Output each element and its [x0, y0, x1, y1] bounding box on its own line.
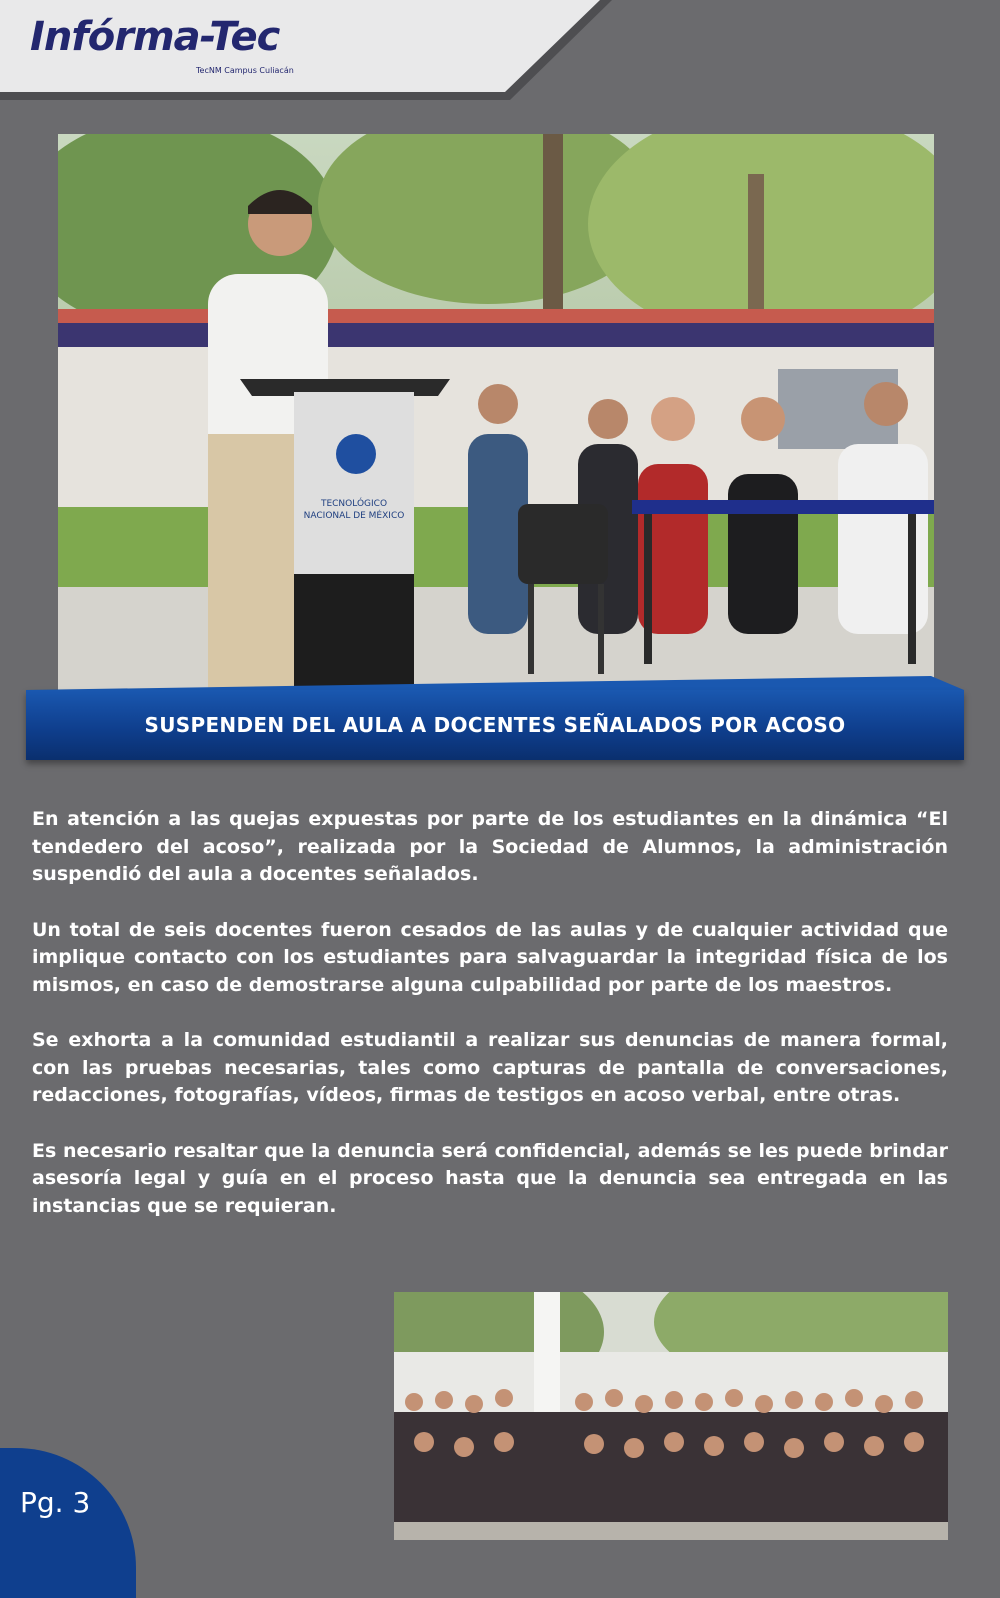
- article-paragraph-4: Es necesario resaltar que la denuncia será confidencial, además se les puede brindar asesoría legal y guía en el proceso hasta que la denuncia sea entregada en las instancias que se requieran.: [32, 1139, 948, 1217]
- article-paragraph-3: Se exhorta a la comunidad estudiantil a realizar sus denuncias de manera formal, con las pruebas necesarias, tales como capturas de pantalla de conversaciones, redacciones, fotografías, vídeos, firmas de testigos en acoso verbal, entre otras.: [32, 1029, 948, 1106]
- article-title: SUSPENDEN DEL AULA A DOCENTES SEÑALADOS POR ACOSO: [144, 713, 846, 737]
- crowd-photo-illustration: [394, 1292, 948, 1540]
- page-badge: [0, 1448, 136, 1598]
- main-photo-illustration: [58, 134, 934, 690]
- article-paragraph-2: Un total de seis docentes fueron cesados de las aulas y de cualquier actividad que implique contacto con los estudiantes para salvaguardar la integridad física de los mismos, en caso de demostrarse alguna culpabilidad por parte de los maestros.: [32, 918, 948, 996]
- podium-text-2: NACIONAL DE MÉXICO: [303, 511, 405, 521]
- article-body: [32, 806, 948, 1248]
- informa-tec-logo: [30, 8, 300, 80]
- logo-text: Infórma-Tec: [30, 14, 280, 60]
- page-number: Pg. 3: [20, 1486, 91, 1519]
- logo-subtitle: TecNM Campus Culiacán: [196, 66, 294, 75]
- secondary-photo-student-crowd: [394, 1292, 948, 1540]
- article-paragraph-1: En atención a las quejas expuestas por parte de los estudiantes en la dinámica “El tendedero del acoso”, realizada por la Sociedad de Alumnos, la administración suspendió del aula a docentes señalados.: [32, 808, 948, 885]
- main-photo-speaker-at-podium: [58, 134, 934, 690]
- podium-text-1: TECNOLÓGICO: [320, 499, 388, 509]
